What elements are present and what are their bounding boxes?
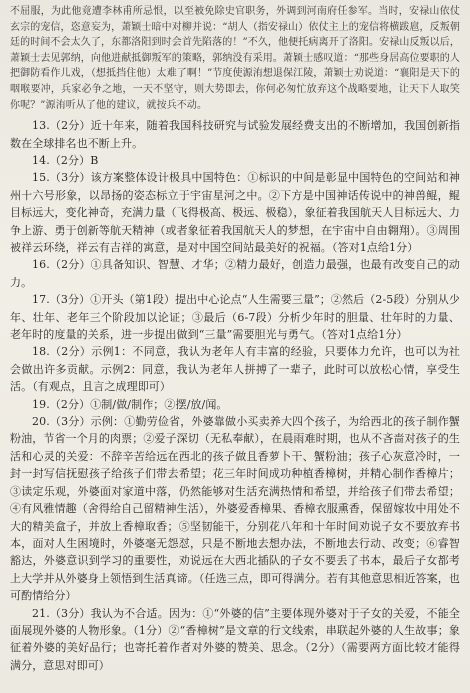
answer-q18: 18.（2分）示例1：不同意，我认为老年人有丰富的经验，只要体力允许，也可以为社会做出许多贡献。示例2：同意，我认为老年人拼搏了一辈子，此时可以放松心情，享受生活。（有观点，且言之成理即可） [10, 345, 460, 394]
answer-q17: 17.（3分）①开头（第1段）提出中心论点“人生需要三量”；②然后（2-5段）分别从少年、壮年、老年三个阶段加以论证；③最后（6-7段）分析少年时的胆量、壮年时的力量、老年时的度量的关系，进一步提出做到“三量”需要胆光与勇气。（答对1点给1分） [10, 293, 460, 342]
answer-q20: 20.（3分）示例：①勤劳俭省，外婆靠做小买卖养大四个孩子，为给西北的孩子制作蟹粉油，节省一个月的肉票；②爱子深切（无私奉献），在晨雨难时期，也从不吝啬对孩子的生活和心灵的关爱：不辞辛苦给远在西北的孩子做且香萝卜干、蟹粉油；孩子心灰意冷时，一封一封写信抚慰孩子给孩子们带去希望；花三年时间成功种植香樟树，并精心制作香樟片；③读定乐观，外婆面对家道中落，仍然能够对生活充满热情和希望，并给孩子们带去希望；④有风雅情趣（舍得给自己留精神生活），外婆爱香樟果、香樟衣服熏香，保留嫁妆中用处不大的精美盒子，并放上香樟取香；⑤坚韧能干，分别花八年和十年时间劝说子女不要放弃书本，面对人生困境时，外婆毫无怨怼，只是不断地去想办法，不断地去行动、改变；⑥睿智豁达，外婆意识到学习的重要性，劝说远在大西北插队的子女不要丢了书本，最后子女都考上大学并从外婆身上领悟到生活真谛。（任选三点，即可得满分。若有其他意思相近答案，也可酌情给分） [10, 415, 460, 603]
answer-q16: 16.（2分）①具备知识、智慧、才华；②精力最好，创造力最强，也最有改变自己的动力。 [10, 258, 460, 289]
answer-q14: 14.（2分）B [32, 153, 99, 167]
answer-q19: 19.（2分）①制/做/制作；②摆/放/闻。 [32, 397, 228, 411]
passage-translation: 不屈服，为此他竟遭李林甫所忌恨，以至被免除史官职务，外调到河南府任参军。当时，安禄山依仗玄宗的宠信，恣意妄为，萧颖士暗中对柳并说：“胡人（指安禄山）依仗主上的宠信将横跋扈，反叛朝廷的时间不会太久了，东都洛阳到时会首先陷落的！”不久，他便托病离开了洛阳。安禄山反叛以后，萧颖士去见郭纳，向他进献抵御叛军的策略，郭纳没有采用。萧颖士感叹道：“那些身居高位要职的人把御防看作儿戏，（想抵挡住他）太难了啊！”节度使源洧想退保江陵，萧颖士劝说道：“襄阳是天下的咽喉要冲，兵家必争之地，一天不坚守，则大势即去，你何必匆忙放弃这个战略要地，让天下人取笑你呢？”源洧听从了他的建议，就按兵不动。 [10, 6, 460, 111]
answer-q15: 15.（3分）该方案整体设计极具中国特色：①标识的中间是彰显中国特色的空间站和神州十六号形象，以昂扬的姿态标立于宇宙星河之中。②下方是中国神话传说中的神兽鲲，鲲目标远大，变化神奇，充满力量（飞得极高、极远、极稳），象征着我国航天人目标远大、力争上游、勇于创新等航天精神（或者象征着我国航天人的梦想，在宇宙中自由翱翔）。③周围被祥云环绕，祥云有吉祥的寓意，是对中国空间站最美好的祝福。（答对1点给1分） [10, 171, 460, 254]
answer-q21: 21.（3分）我认为不合适。因为：①“外婆的信”主要体现外婆对于子女的关爱，不能全面展现外婆的人物形象。（1分）②“香樟树”是文章的行文线索，串联起外婆的人生故事；象征着外婆的美好品行；也寄托着作者对外婆的赞美、思念。（2分）（需要两方面比较才能得满分，意思对即可） [10, 606, 460, 672]
answer-q13: 13.（2分）近十年来，随着我国科技研究与试验发展经费支出的不断增加，我国创新指数在全球排名也不断上升。 [10, 119, 460, 150]
